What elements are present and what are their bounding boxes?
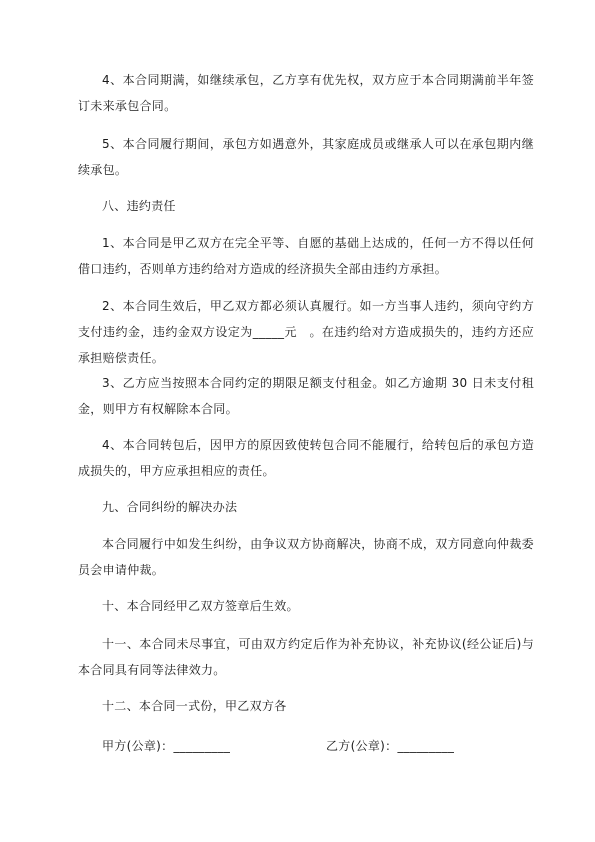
clause-copies: 十二、本合同一式份，甲乙双方各 — [102, 699, 287, 713]
clause-breach-3: 3、乙方应当按照本合同约定的期限足额支付租金。如乙方逾期 30 日未支付租金，则甲方有权解除本合同。 — [78, 376, 534, 416]
clause-effective: 十、本合同经甲乙双方签章后生效。 — [102, 599, 299, 613]
clause-breach-4: 4、本合同转包后，因甲方的原因致使转包合同不能履行，给转包后的承包方造成损失的，甲方应承担相应的责任。 — [78, 438, 534, 478]
section-heading-breach: 八、违约责任 — [102, 199, 176, 213]
section-heading-dispute: 九、合同纠纷的解决办法 — [102, 500, 238, 514]
party-a-signature: 甲方(公章)：_________ — [102, 739, 231, 753]
clause-breach-1: 1、本合同是甲乙双方在完全平等、自愿的基础上达成的，任何一方不得以任何借口违约，否则单方违约给对方造成的经济损失全部由违约方承担。 — [78, 236, 534, 276]
party-b-signature: 乙方(公章)：_________ — [326, 739, 455, 753]
clause-supplement: 十一、本合同未尽事宜，可由双方约定后作为补充协议，补充协议(经公证后)与本合同具有同等法律效力。 — [78, 637, 534, 677]
clause-successor-contracting: 5、本合同履行期间，承包方如遇意外，其家庭成员或继承人可以在承包期内继续承包。 — [78, 137, 534, 177]
clause-renewal-priority: 4、本合同期满，如继续承包，乙方享有优先权，双方应于本合同期满前半年签订未来承包合同。 — [78, 73, 534, 113]
clause-breach-2: 2、本合同生效后，甲乙双方都必须认真履行。如一方当事人违约，须向守约方支付违约金，违约金双方设定为_____元 。在违约给对方造成损失的，违约方还应承担赔偿责任。 — [78, 299, 534, 365]
clause-dispute: 本合同履行中如发生纠纷，由争议双方协商解决，协商不成，双方同意向仲裁委员会申请仲裁。 — [78, 537, 534, 577]
